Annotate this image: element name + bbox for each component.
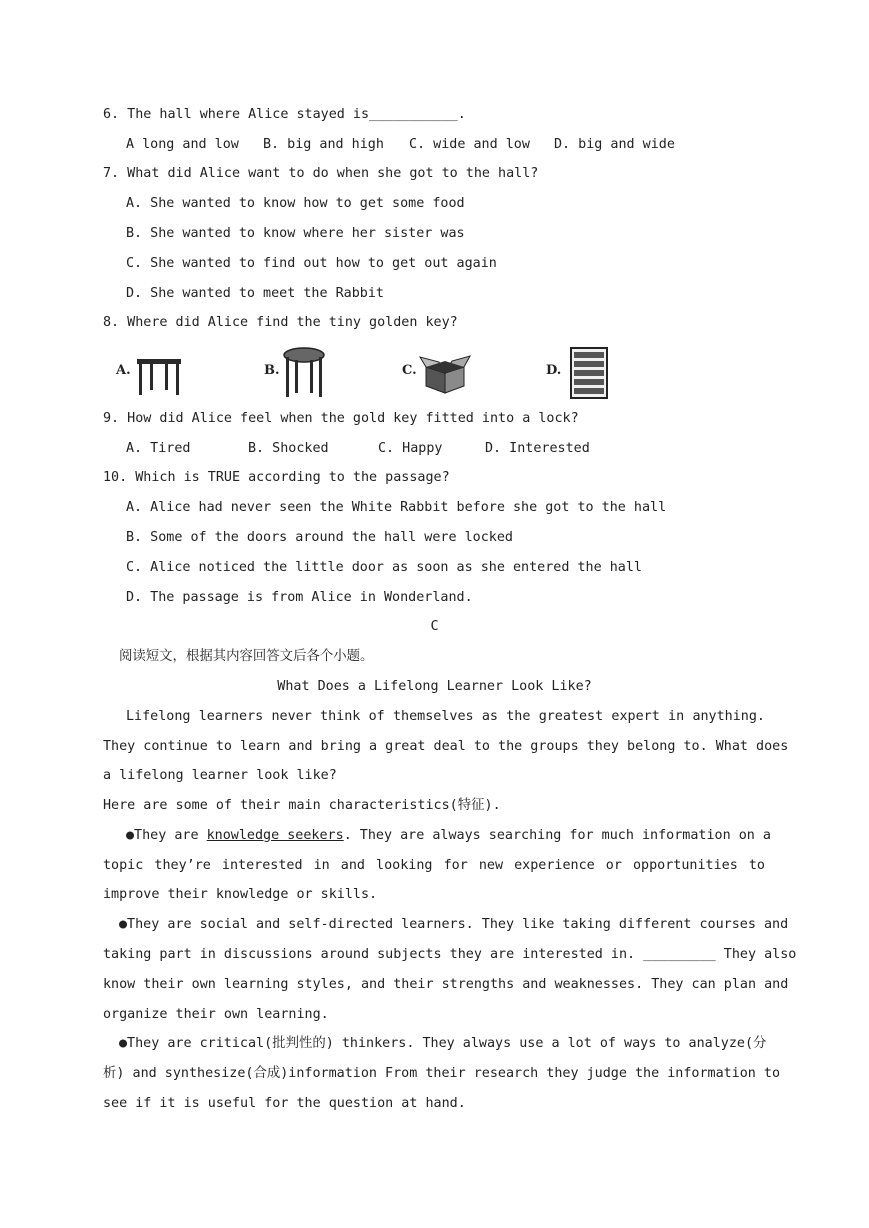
picture-option-d <box>544 345 634 401</box>
question-10-option-a: A. Alice had never seen the White Rabbit before she got to the hall <box>126 500 667 515</box>
bullet-1-line-3: improve their knowledge or skills. <box>103 887 378 902</box>
picture-label-b: B. <box>264 363 280 378</box>
bullet-1-rest: . They are always searching for much information on a <box>343 828 771 843</box>
section-instruction: 阅读短文，根据其内容回答文后各个小题。 <box>119 649 374 664</box>
question-9-stem: 9. How did Alice feel when the gold key fitted into a lock? <box>103 411 579 426</box>
characteristics-line: Here are some of their main characteristics(特征). <box>103 798 501 813</box>
section-letter: C <box>430 619 439 634</box>
picture-label-d: D. <box>546 363 562 378</box>
passage-intro-line-1: Lifelong learners never think of themselves as the greatest expert in anything. <box>126 709 765 724</box>
picture-label-a: A. <box>116 363 131 378</box>
question-6-option-d: D. big and wide <box>554 137 675 152</box>
square-table-icon <box>136 357 182 397</box>
bullet-3-line-1: ●They are critical(批判性的) thinkers. They always use a lot of ways to analyze(分 <box>119 1036 767 1051</box>
question-7-option-b: B. She wanted to know where her sister was <box>126 226 465 241</box>
knowledge-seekers-underlined: knowledge seekers <box>206 828 344 843</box>
question-7-option-c: C. She wanted to find out how to get out again <box>126 256 497 271</box>
question-6-option-b: B. big and high <box>263 137 384 152</box>
question-6-options <box>126 136 675 154</box>
chest-of-drawers-icon <box>570 347 608 399</box>
question-7-option-d: D. She wanted to meet the Rabbit <box>126 286 384 301</box>
passage-intro-line-3: a lifelong learner look like? <box>103 768 337 783</box>
question-10-option-c: C. Alice noticed the little door as soon as she entered the hall <box>126 560 642 575</box>
bullet-1-line-2: topic they’re interested in and looking for new experience or opportunities to <box>103 858 765 873</box>
picture-option-c <box>402 345 522 401</box>
bullet-3-line-2: 析) and synthesize(合成)information From their research they judge the information to <box>103 1066 781 1081</box>
question-9-option-c: C. Happy <box>378 441 443 456</box>
question-7-stem: 7. What did Alice want to do when she got to the hall? <box>103 166 539 181</box>
question-10-stem: 10. Which is TRUE according to the passage? <box>103 470 450 485</box>
open-box-icon <box>418 351 472 395</box>
picture-label-c: C. <box>402 363 417 378</box>
passage-title: What Does a Lifelong Learner Look Like? <box>277 679 592 694</box>
bullet-2-line-4: organize their own learning. <box>103 1007 329 1022</box>
question-6-option-c: C. wide and low <box>409 137 530 152</box>
round-table-icon <box>282 347 326 399</box>
question-9-option-d: D. Interested <box>485 441 590 456</box>
bullet-3-line-3: see if it is useful for the question at hand. <box>103 1096 466 1111</box>
passage-intro-line-2: They continue to learn and bring a great deal to the groups they belong to. What does <box>103 739 789 754</box>
question-9-options <box>126 440 590 458</box>
picture-option-a <box>112 345 232 401</box>
question-10-option-b: B. Some of the doors around the hall were locked <box>126 530 513 545</box>
question-8-pictures <box>112 345 632 401</box>
bullet-2-line-1: ●They are social and self-directed learners. They like taking different courses and <box>119 917 789 932</box>
question-8-stem: 8. Where did Alice find the tiny golden key? <box>103 315 458 330</box>
question-7-option-a: A. She wanted to know how to get some food <box>126 196 465 211</box>
bullet-1-line-1 <box>126 827 771 845</box>
bullet-2-line-3: know their own learning styles, and their strengths and weaknesses. They can plan and <box>103 977 789 992</box>
question-10-option-d: D. The passage is from Alice in Wonderland. <box>126 590 473 605</box>
question-9-option-a: A. Tired <box>126 441 191 456</box>
bullet-1-prefix: ●They are <box>126 828 207 843</box>
question-6-stem: 6. The hall where Alice stayed is___________. <box>103 107 466 122</box>
question-6-option-a: A long and low <box>126 137 239 152</box>
question-9-option-b: B. Shocked <box>248 441 329 456</box>
bullet-2-line-2: taking part in discussions around subjects they are interested in. _________ They also <box>103 947 797 962</box>
picture-option-b <box>262 345 382 401</box>
